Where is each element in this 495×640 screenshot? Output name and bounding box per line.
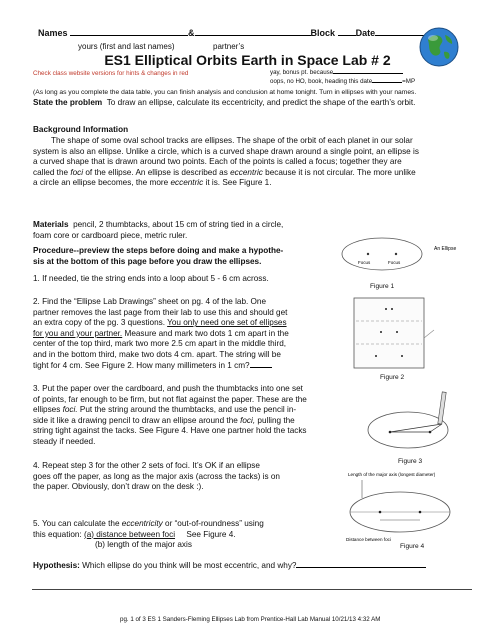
step-5-line: [33, 519, 264, 530]
step-2-line: 2. Find the “Ellipse Lab Drawings” sheet on pg. 4 of the lab. One: [33, 297, 267, 306]
materials-line-1: [33, 220, 283, 231]
step-2-text: an extra copy of the pg. 3 questions.: [33, 318, 165, 328]
block-blank[interactable]: [338, 35, 356, 36]
bonus-line: [270, 69, 403, 76]
step-3-line: string tight against the tacks. See Figure 4. Have one partner hold the tacks: [33, 426, 307, 436]
step-2-underlined: for you and your partner.: [33, 328, 123, 338]
partner-blank[interactable]: [195, 35, 311, 36]
step-2-line: [33, 329, 289, 340]
step-2-line: [33, 318, 289, 329]
step-5-text: See Figure 4.: [186, 529, 236, 539]
step-2-line: partner removes the last page from their lab to use this and should get: [33, 307, 288, 317]
figure-2: [350, 296, 440, 372]
fig1-focus-1: Focus: [358, 260, 371, 265]
page-footer: pg. 1 of 3 ES 1 Sanders-Fleming Ellipses Lab from Prentice-Hall Lab Manual 10/21/13 4:32 AM: [120, 616, 381, 623]
procedure-heading: [33, 246, 283, 267]
step-2-line: center of the top third, mark two more 2.5 cm apart in the middle third,: [33, 339, 287, 349]
problem-label: State the problem: [33, 98, 103, 107]
page-title: ES1 Elliptical Orbits Earth in Space Lab # 2: [104, 52, 391, 68]
header-line: [38, 28, 427, 38]
date-label: Date: [355, 28, 376, 38]
materials-label: Materials: [33, 220, 69, 229]
step-3-line: of points, far enough to be firm, but not flat against the paper. These are the: [33, 394, 307, 404]
step-3: [33, 384, 307, 448]
step-1: 1. If needed, tie the string ends into a loop about 5 - 6 cm across.: [33, 274, 269, 283]
equation-numerator: (a) distance between foci: [84, 529, 176, 539]
problem-line: [33, 98, 415, 109]
background-paragraph: [33, 136, 473, 189]
fig1-focus-2: Focus: [388, 260, 401, 265]
fig1-label: An Ellipse: [434, 246, 457, 252]
figure-2-caption: Figure 2: [380, 374, 405, 381]
names-label: Names: [38, 28, 68, 38]
sub-right: partner’s: [213, 42, 245, 51]
amp: &: [188, 28, 195, 38]
hypothesis-text: Which ellipse do you think will be most eccentric, and why?: [82, 561, 297, 570]
step-4-line: 4. Repeat step 3 for the other 2 sets of foci. It’s OK if an ellipse: [33, 461, 260, 470]
step-3-line: steady if needed.: [33, 436, 96, 446]
step-2-line: and in the bottom third, make two dots 4 cm. apart. The string will be: [33, 349, 281, 359]
step-5-text: 5. You can calculate the: [33, 519, 120, 528]
figure-4: [342, 468, 477, 553]
oops-line: [270, 78, 415, 85]
step-5-line: [33, 530, 264, 541]
figure-3-caption: Figure 3: [398, 458, 423, 465]
step-2-line: [33, 361, 289, 372]
step-3-line: 3. Put the paper over the cardboard, and push the thumbtacks into one set: [33, 384, 303, 393]
bg-text: it is. See Figure 1.: [205, 178, 272, 188]
materials-section: [33, 220, 283, 241]
procedure-heading-2: sis at the bottom of this page before you draw the ellipses.: [33, 256, 262, 266]
step-2-text: Measure and mark two dots 1 cm apart in the: [124, 328, 289, 338]
step-3-line: [33, 416, 307, 427]
bg-text: a circle an ellipse becomes, the more: [33, 178, 169, 188]
bg-line-3: a curved shape that is drawn around two points. Each of the points is called a focus; together they are: [33, 157, 402, 167]
mm-answer-blank[interactable]: [250, 367, 272, 368]
step-4: [33, 461, 280, 493]
block-label: Block: [310, 28, 336, 38]
bg-term-eccentric: eccentric: [170, 178, 204, 188]
bg-term-eccentric: eccentric: [230, 167, 263, 177]
procedure-heading-1: Procedure--preview the steps before doing and make a hypothe-: [33, 246, 284, 255]
figure-3: [360, 388, 470, 458]
fig4-top-label: Length of the major axis (longest diameter): [348, 472, 436, 477]
bg-line-2: system is also an ellipse. Unlike a circle, which is a curved shape drawn around a single point, an ellipse is: [33, 146, 419, 156]
step-3-text: ellipses: [33, 405, 61, 415]
oops-text: oops, no HO, book, heading this date: [270, 78, 373, 85]
step-5: [33, 519, 264, 551]
bg-text: because it is not circular. The more unlike: [265, 167, 416, 177]
materials-line-2: foam core or cardboard piece, metric ruler.: [33, 230, 188, 240]
mp-blank[interactable]: [372, 82, 402, 83]
names-blank[interactable]: [70, 35, 188, 36]
step-5-term: eccentricity: [121, 519, 163, 528]
step-4-line: goes off the paper, as long as the major axis (across the tacks) is on: [33, 471, 280, 481]
problem-text: To draw an ellipse, calculate its eccentricity, and predict the shape of the earth’s orbit.: [106, 98, 416, 107]
bonus-blank[interactable]: [333, 73, 403, 74]
step-3-text: side it like a drawing pencil to draw an ellipse around the: [33, 415, 238, 425]
step-3-text: pulling the: [257, 415, 295, 425]
bonus-text: yay, bonus pt. because: [270, 69, 334, 76]
step-3-term-foci: foci,: [240, 415, 256, 425]
figure-1: [340, 232, 470, 287]
step-4-line: the paper. Obviously, don’t draw on the desk :).: [33, 482, 204, 492]
sub-left: yours (first and last names): [78, 42, 175, 51]
step-3-line: [33, 405, 307, 416]
bg-text: called the: [33, 167, 69, 177]
figure-1-caption: Figure 1: [370, 283, 395, 290]
bg-line-1: The shape of some oval school tracks are ellipses. The shape of the orbit of each planet in our solar: [51, 136, 413, 145]
fig4-bottom-label: Distance between foci: [346, 537, 391, 542]
hypothesis-label: Hypothesis:: [33, 561, 80, 570]
intro-note: (As long as you complete the data table, you can finish analysis and conclusion at home tonight. Turn in ellipses with your names.: [33, 89, 417, 96]
bg-term-foci: foci: [70, 167, 84, 177]
step-5-text: this equation:: [33, 529, 82, 539]
bg-line-5: [33, 178, 473, 189]
step-3-term-foci: foci.: [62, 405, 78, 415]
background-heading: Background Information: [33, 125, 129, 134]
hypothesis-blank[interactable]: [296, 567, 426, 568]
step-5-text: or “out-of-roundness” using: [165, 519, 264, 528]
step-2: [33, 297, 289, 371]
bg-line-4: [33, 168, 473, 179]
bg-text: of the ellipse. An ellipse is described as: [85, 167, 228, 177]
hypothesis-line: [33, 561, 426, 572]
step-2-underlined: You only need one set of ellipses: [167, 318, 287, 328]
figure-4-caption: Figure 4: [400, 543, 425, 550]
check-note: Check class website versions for hints & changes in red: [33, 70, 189, 77]
step-2-text: tight for 4 cm. See Figure 2. How many millimeters in 1 cm?: [33, 360, 250, 370]
equation-denominator: (b) length of the major axis: [95, 540, 192, 550]
step-3-text: Put the string around the thumbtacks, and use the pencil in-: [79, 405, 297, 415]
mp-label: =MP: [402, 78, 416, 85]
materials-text: pencil, 2 thumbtacks, about 15 cm of string tied in a circle,: [73, 220, 284, 229]
answer-line[interactable]: [32, 589, 472, 590]
